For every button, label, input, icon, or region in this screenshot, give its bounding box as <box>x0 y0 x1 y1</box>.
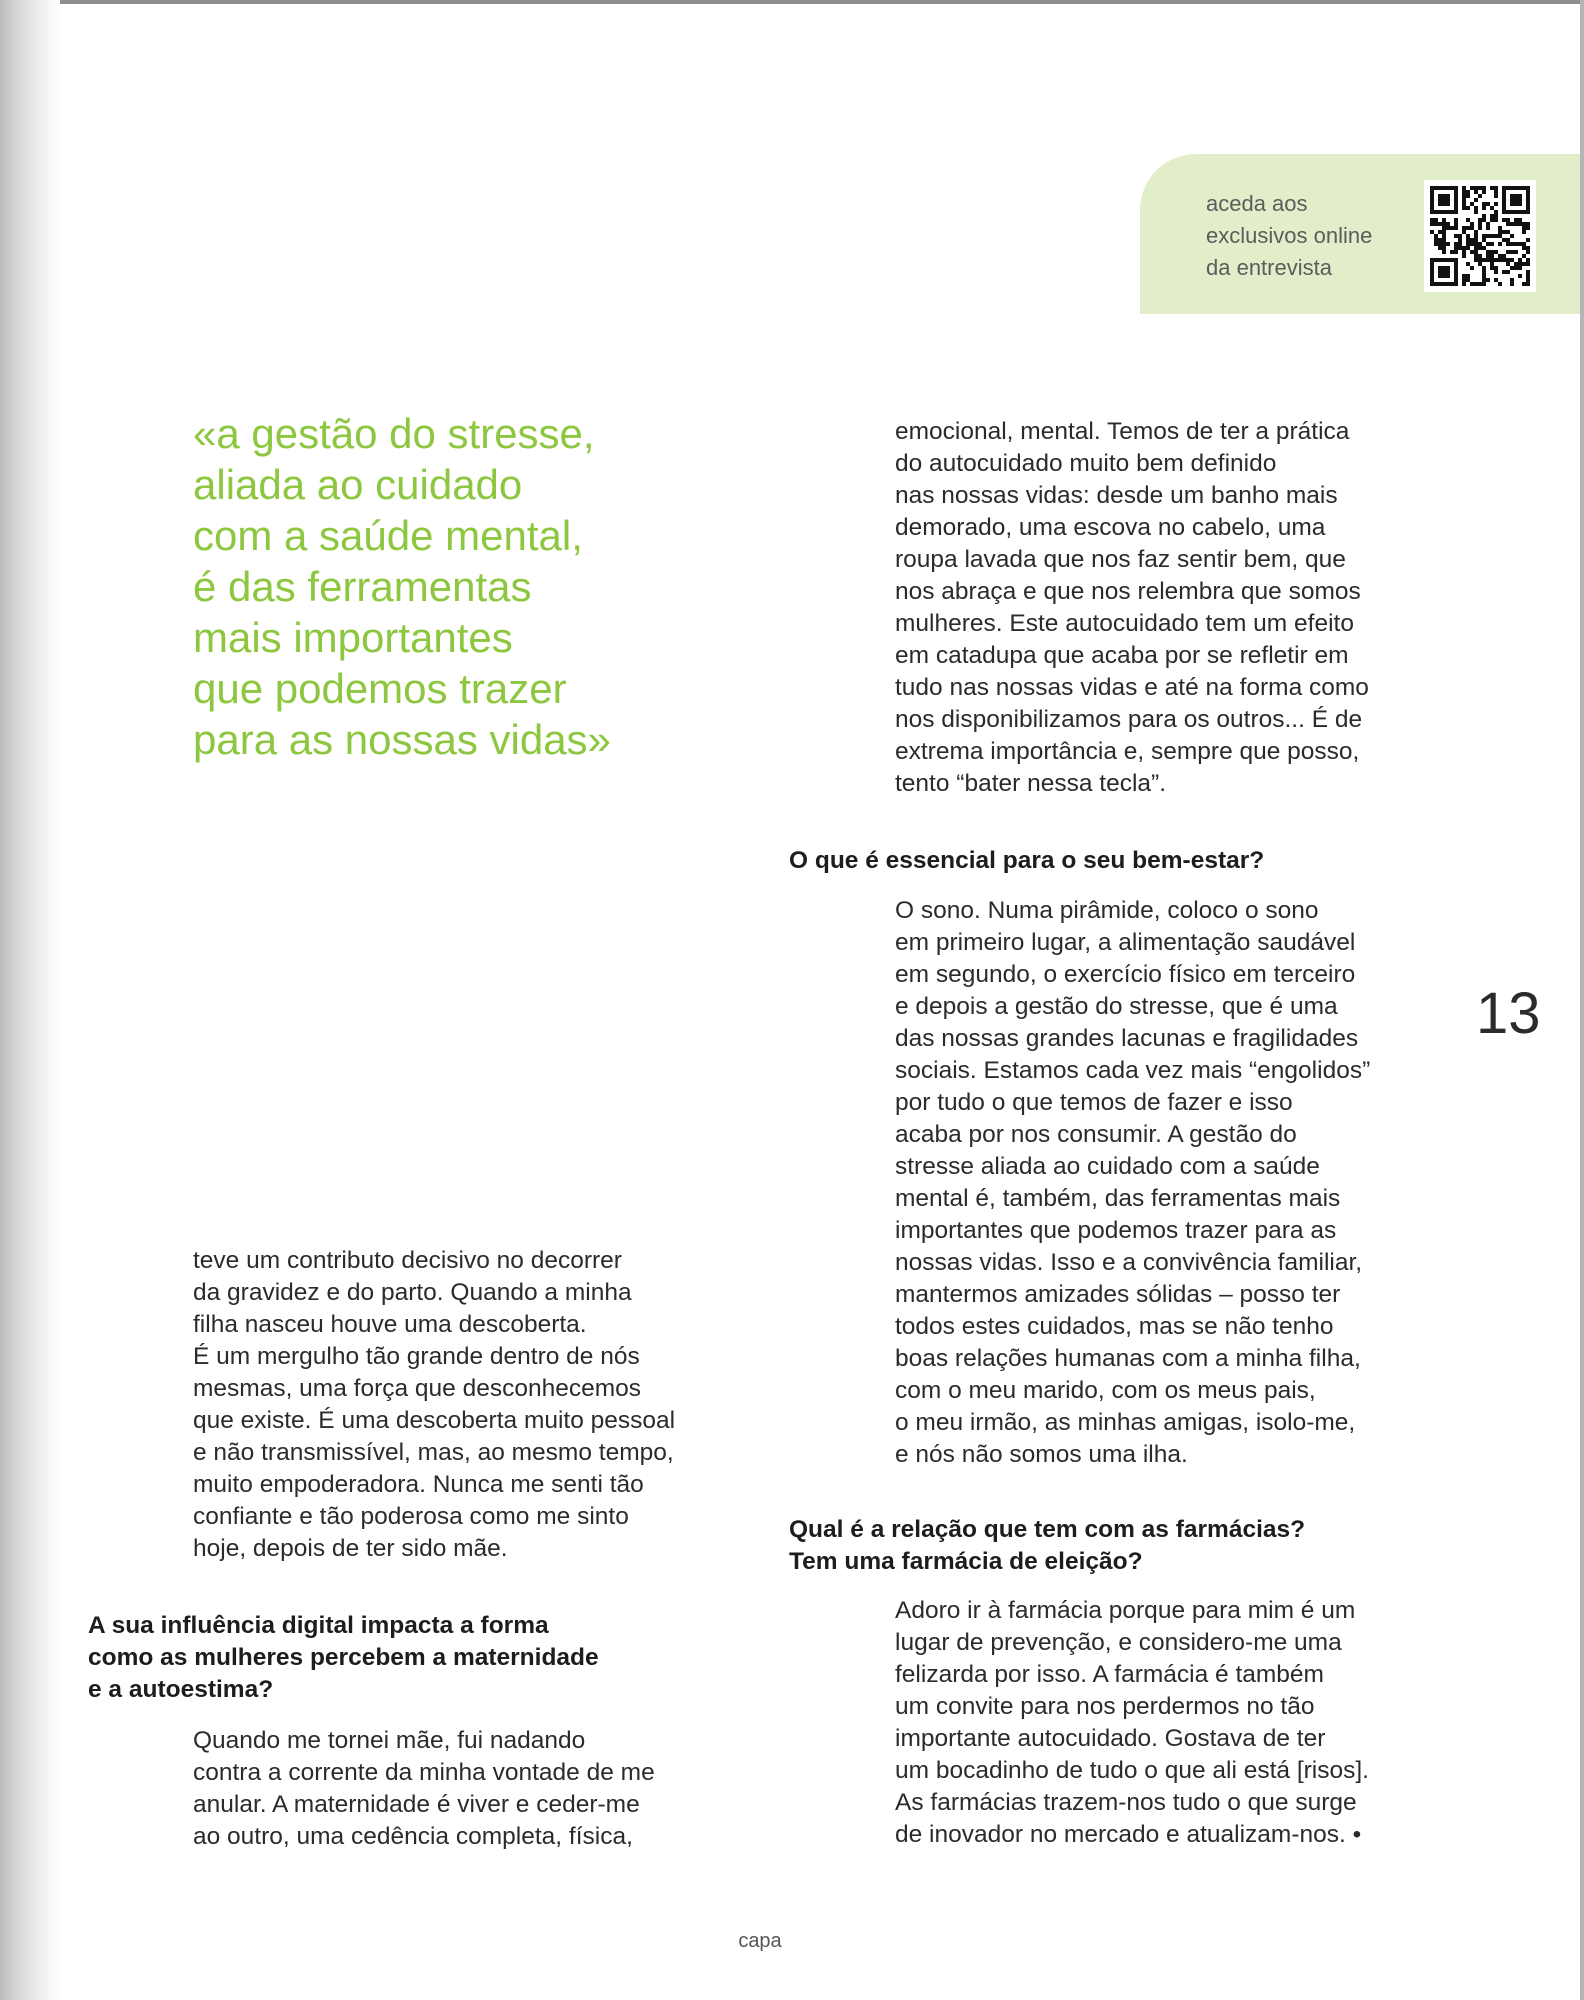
text-line: roupa lavada que nos faz sentir bem, que <box>895 546 1346 573</box>
question-pharmacies <box>789 1514 1305 1578</box>
text-line: sociais. Estamos cada vez mais “engolidos” <box>895 1057 1371 1084</box>
text-line: As farmácias trazem-nos tudo o que surge <box>895 1789 1357 1816</box>
text-line: todos estes cuidados, mas se não tenho <box>895 1313 1334 1340</box>
text-line: nas nossas vidas: desde um banho mais <box>895 482 1338 509</box>
pull-quote <box>193 408 713 765</box>
text-line: que existe. É uma descoberta muito pessoal <box>193 1407 676 1434</box>
text-line: nos disponibilizamos para os outros... É de <box>895 706 1363 733</box>
text-line: Quando me tornei mãe, fui nadando <box>193 1727 586 1754</box>
text-line: demorado, uma escova no cabelo, uma <box>895 514 1326 541</box>
pull-quote-line: com a saúde mental, <box>193 512 583 559</box>
text-line: stresse aliada ao cuidado com a saúde <box>895 1153 1320 1180</box>
heading-line: A sua influência digital impacta a forma <box>88 1612 549 1639</box>
text-line: em catadupa que acaba por se refletir em <box>895 642 1349 669</box>
top-rule <box>0 0 1584 4</box>
text-line: mesmas, uma força que desconhecemos <box>193 1375 642 1402</box>
text-line: da gravidez e do parto. Quando a minha <box>193 1279 632 1306</box>
text-line: extrema importância e, sempre que posso, <box>895 738 1360 765</box>
text-line: nossas vidas. Isso e a convivência familiar, <box>895 1249 1363 1276</box>
page-right-edge <box>1580 0 1584 2000</box>
heading-line: Qual é a relação que tem com as farmácias? <box>789 1516 1306 1543</box>
text-line: boas relações humanas com a minha filha, <box>895 1345 1361 1372</box>
text-line: ao outro, uma cedência completa, física, <box>193 1823 633 1850</box>
text-line: importante autocuidado. Gostava de ter <box>895 1725 1326 1752</box>
text-line: tento “bater nessa tecla”. <box>895 770 1167 797</box>
right-paragraph-wellbeing <box>895 895 1370 1471</box>
heading-line: e a autoestima? <box>88 1676 274 1703</box>
pull-quote-line: «a gestão do stresse, <box>193 410 595 457</box>
left-paragraph-answer <box>193 1725 655 1853</box>
text-line: nos abraça e que nos relembra que somos <box>895 578 1361 605</box>
page-spine-shadow <box>0 0 60 2000</box>
text-line: um convite para nos perdermos no tão <box>895 1693 1315 1720</box>
text-line: O sono. Numa pirâmide, coloco o sono <box>895 897 1319 924</box>
text-line: mulheres. Este autocuidado tem um efeito <box>895 610 1354 637</box>
text-line: felizarda por isso. A farmácia é também <box>895 1661 1324 1688</box>
right-paragraph-selfcare <box>895 416 1369 800</box>
qr-code-icon[interactable] <box>1424 180 1536 292</box>
text-line: das nossas grandes lacunas e fragilidades <box>895 1025 1359 1052</box>
text-line: tudo nas nossas vidas e até na forma como <box>895 674 1369 701</box>
text-line: de inovador no mercado e atualizam-nos. • <box>895 1821 1362 1848</box>
pull-quote-line: aliada ao cuidado <box>193 461 523 508</box>
text-line: filha nasceu houve uma descoberta. <box>193 1311 587 1338</box>
text-line: mental é, também, das ferramentas mais <box>895 1185 1341 1212</box>
question-wellbeing <box>789 845 1264 877</box>
text-line: emocional, mental. Temos de ter a prática <box>895 418 1350 445</box>
text-line: anular. A maternidade é viver e ceder-me <box>193 1791 640 1818</box>
online-exclusives-box[interactable] <box>1140 154 1580 314</box>
text-line: acaba por nos consumir. A gestão do <box>895 1121 1297 1148</box>
text-line: importantes que podemos trazer para as <box>895 1217 1337 1244</box>
text-line: e depois a gestão do stresse, que é uma <box>895 993 1338 1020</box>
right-paragraph-pharmacies <box>895 1595 1369 1851</box>
text-line: um bocadinho de tudo o que ali está [risos]. <box>895 1757 1369 1784</box>
text-line: confiante e tão poderosa como me sinto <box>193 1503 629 1530</box>
text-line: em primeiro lugar, a alimentação saudável <box>895 929 1356 956</box>
text-line: o meu irmão, as minhas amigas, isolo-me, <box>895 1409 1356 1436</box>
heading-line: O que é essencial para o seu bem-estar? <box>789 847 1265 874</box>
heading-line: como as mulheres percebem a maternidade <box>88 1644 599 1671</box>
text-line: e não transmissível, mas, ao mesmo tempo, <box>193 1439 674 1466</box>
text-line: em segundo, o exercício físico em terceiro <box>895 961 1356 988</box>
pull-quote-line: é das ferramentas <box>193 563 532 610</box>
text-line: mantermos amizades sólidas – posso ter <box>895 1281 1341 1308</box>
page-number: 13 <box>1476 981 1541 1046</box>
online-exclusives-text <box>1206 188 1386 284</box>
heading-line: Tem uma farmácia de eleição? <box>789 1548 1143 1575</box>
pull-quote-line: para as nossas vidas» <box>193 716 611 763</box>
qr-text-line: aceda aos <box>1206 191 1308 216</box>
text-line: por tudo o que temos de fazer e isso <box>895 1089 1293 1116</box>
text-line: É um mergulho tão grande dentro de nós <box>193 1343 640 1370</box>
qr-text-line: da entrevista <box>1206 255 1332 280</box>
pull-quote-line: que podemos trazer <box>193 665 567 712</box>
text-line: lugar de prevenção, e considero-me uma <box>895 1629 1342 1656</box>
question-digital-influence <box>88 1610 599 1706</box>
section-label: capa <box>738 1930 782 1952</box>
text-line: teve um contributo decisivo no decorrer <box>193 1247 622 1274</box>
text-line: contra a corrente da minha vontade de me <box>193 1759 655 1786</box>
text-line: hoje, depois de ter sido mãe. <box>193 1535 508 1562</box>
text-line: com o meu marido, com os meus pais, <box>895 1377 1316 1404</box>
text-line: Adoro ir à farmácia porque para mim é um <box>895 1597 1356 1624</box>
text-line: e nós não somos uma ilha. <box>895 1441 1188 1468</box>
pull-quote-line: mais importantes <box>193 614 513 661</box>
text-line: muito empoderadora. Nunca me senti tão <box>193 1471 644 1498</box>
qr-text-line: exclusivos online <box>1206 223 1373 248</box>
left-paragraph-motherhood <box>193 1245 675 1565</box>
text-line: do autocuidado muito bem definido <box>895 450 1277 477</box>
